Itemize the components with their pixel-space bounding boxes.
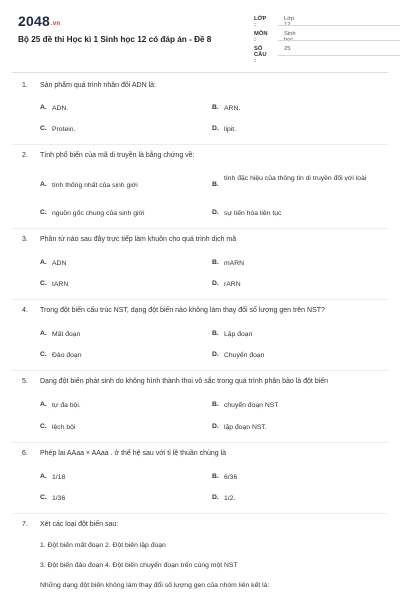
meta-underline bbox=[278, 25, 400, 26]
option-letter: B. bbox=[212, 181, 219, 188]
option-text: nguồn gốc chung của sinh giới bbox=[52, 210, 145, 217]
option-letter: D. bbox=[212, 351, 219, 358]
option-letter: C. bbox=[40, 125, 47, 132]
meta-value: 25 bbox=[284, 46, 291, 52]
option-text: ARN. bbox=[224, 105, 241, 112]
option-text: Lặp đoạn bbox=[224, 331, 253, 338]
question-text: Sản phẩm quá trình nhân đôi ADN là: bbox=[40, 82, 156, 89]
question-number: 4. bbox=[22, 307, 28, 314]
option-text: 1/18 bbox=[52, 474, 66, 481]
option-letter: D. bbox=[212, 209, 219, 216]
option-text: 6/36 bbox=[224, 474, 238, 481]
option-letter: C. bbox=[40, 351, 47, 358]
option-letter: D. bbox=[212, 125, 219, 132]
question-divider bbox=[12, 144, 388, 145]
meta-underline bbox=[278, 40, 400, 41]
option-letter: A. bbox=[40, 181, 47, 188]
question-number: 3. bbox=[22, 236, 28, 243]
option-text: rARN bbox=[224, 281, 241, 288]
option-letter: B. bbox=[212, 330, 219, 337]
logo-text: 2048 bbox=[18, 13, 50, 29]
option-letter: D. bbox=[212, 423, 219, 430]
option-text: sự tiến hóa liên tục bbox=[224, 210, 282, 217]
option-text: 1/2. bbox=[224, 495, 236, 502]
option-text: Đảo đoạn bbox=[52, 352, 82, 359]
option-text: mARN bbox=[224, 260, 245, 267]
option-letter: D. bbox=[212, 494, 219, 501]
question-number: 7. bbox=[22, 521, 28, 528]
option-letter: A. bbox=[40, 401, 47, 408]
question-text: Xét các loại đột biến sau: bbox=[40, 521, 119, 528]
meta-value: Sinh học bbox=[284, 31, 296, 43]
question-divider bbox=[12, 513, 388, 514]
question-text: Phép lai AAaa × AAaa . ở thế hệ sau với tỉ lệ thuần chủng là bbox=[40, 450, 227, 457]
question-divider bbox=[12, 442, 388, 443]
option-letter: B. bbox=[212, 104, 219, 111]
meta-value: Lớp 12 bbox=[284, 16, 295, 28]
header-divider bbox=[12, 72, 388, 73]
question-number: 6. bbox=[22, 450, 28, 457]
question-divider bbox=[12, 299, 388, 300]
option-letter: B. bbox=[212, 401, 219, 408]
option-text: tính thống nhất của sinh giới bbox=[52, 182, 138, 189]
option-letter: C. bbox=[40, 280, 47, 287]
option-text: Chuyển đoạn bbox=[224, 352, 265, 359]
option-text: lệch bội bbox=[52, 424, 76, 431]
question-text: Phân tử nào sau đây trực tiếp làm khuôn cho quá trình dịch mã bbox=[40, 236, 237, 243]
header bbox=[0, 0, 400, 72]
option-letter: A. bbox=[40, 104, 47, 111]
option-letter: A. bbox=[40, 259, 47, 266]
option-letter: C. bbox=[40, 494, 47, 501]
option-text: tARN bbox=[52, 281, 69, 288]
option-text: lặp đoạn NST. bbox=[224, 424, 267, 431]
site-logo[interactable] bbox=[18, 13, 60, 29]
question-text: Trong đột biến cấu trúc NST, dạng đột biến nào không làm thay đổi số lượng gen trên NST? bbox=[40, 307, 325, 314]
question-text: Tính phổ biến của mã di truyền là bằng chứng về: bbox=[40, 152, 195, 159]
option-letter: A. bbox=[40, 330, 47, 337]
document-title: Bộ 25 đề thi Học kì 1 Sinh học 12 có đáp án - Đề 8 bbox=[18, 35, 212, 44]
logo-domain: .vn bbox=[50, 21, 61, 27]
option-text: Protein. bbox=[52, 126, 76, 133]
option-text: lipit. bbox=[224, 126, 237, 133]
question-text: Dạng đột biến phát sinh do không hình thành thoi vô sắc trong quá trình phân bào là đột biến bbox=[40, 378, 328, 385]
meta-key: LỚP : bbox=[254, 16, 267, 28]
option-text: chuyển đoạn NST bbox=[224, 402, 279, 409]
question-divider bbox=[12, 228, 388, 229]
statement-line: Những dạng đột biến không làm thay đổi số lượng gen của nhóm liên kết là: bbox=[40, 582, 270, 589]
meta-underline bbox=[278, 55, 400, 56]
question-number: 5. bbox=[22, 378, 28, 385]
option-text: ADN. bbox=[52, 105, 69, 112]
option-letter: C. bbox=[40, 209, 47, 216]
option-text: ADN bbox=[52, 260, 67, 267]
question-number: 1. bbox=[22, 82, 28, 89]
option-letter: B. bbox=[212, 473, 219, 480]
option-letter: A. bbox=[40, 473, 47, 480]
option-letter: B. bbox=[212, 259, 219, 266]
meta-key: MÔN : bbox=[254, 31, 268, 43]
option-letter: C. bbox=[40, 423, 47, 430]
meta-key: SỐ CÂU : bbox=[254, 46, 267, 64]
option-letter: D. bbox=[212, 280, 219, 287]
question-number: 2. bbox=[22, 152, 28, 159]
statement-line: 3. Đột biến đảo đoạn 4. Đột biến chuyển đoạn trên cùng một NST bbox=[40, 562, 238, 569]
option-text: Mất đoạn bbox=[52, 331, 81, 338]
option-text: tự đa bội. bbox=[52, 402, 81, 409]
question-divider bbox=[12, 370, 388, 371]
option-text: tính đặc hiệu của thông tin di truyền đối với loài bbox=[224, 175, 367, 182]
option-text: 1/36 bbox=[52, 495, 66, 502]
statement-line: 1. Đột biến mất đoạn 2. Đột biến lặp đoạn bbox=[40, 542, 166, 549]
